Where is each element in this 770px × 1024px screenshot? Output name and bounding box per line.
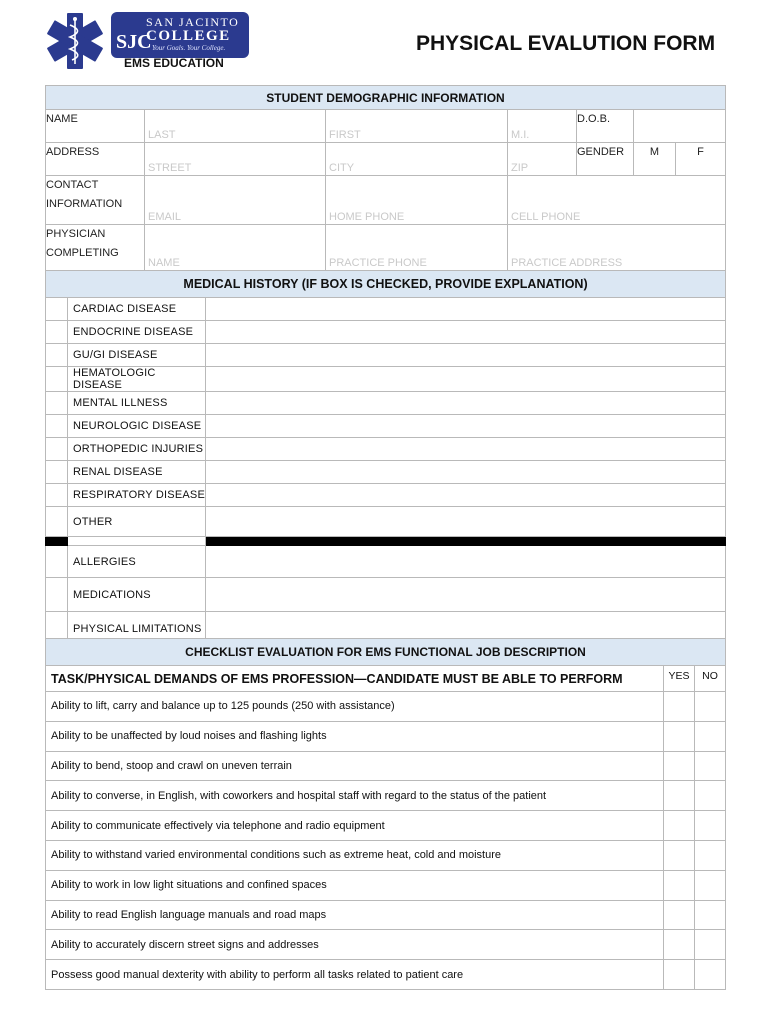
task-row bbox=[46, 721, 726, 751]
physician-label bbox=[46, 225, 145, 271]
physician-name-field[interactable]: NAME bbox=[145, 225, 326, 271]
condition-label: GU/GI DISEASE bbox=[68, 344, 206, 367]
condition-checkbox[interactable] bbox=[46, 484, 68, 507]
task-no-checkbox[interactable] bbox=[695, 751, 726, 781]
task-no-checkbox[interactable] bbox=[695, 900, 726, 930]
task-label: Possess good manual dexterity with ability to perform all tasks related to patient care bbox=[46, 960, 664, 990]
additional-info-field[interactable] bbox=[206, 578, 726, 612]
email-field[interactable]: EMAIL bbox=[145, 176, 326, 225]
task-yes-checkbox[interactable] bbox=[664, 721, 695, 751]
condition-row bbox=[46, 461, 726, 484]
contact-label-line2: INFORMATION bbox=[46, 198, 123, 210]
task-yes-checkbox[interactable] bbox=[664, 840, 695, 870]
condition-checkbox[interactable] bbox=[46, 438, 68, 461]
checklist-table bbox=[45, 638, 726, 990]
task-no-checkbox[interactable] bbox=[695, 930, 726, 960]
task-no-checkbox[interactable] bbox=[695, 870, 726, 900]
task-row bbox=[46, 751, 726, 781]
task-yes-checkbox[interactable] bbox=[664, 811, 695, 841]
condition-checkbox[interactable] bbox=[46, 298, 68, 321]
task-label: Ability to withstand varied environmental conditions such as extreme heat, cold and moisture bbox=[46, 840, 664, 870]
task-label: Ability to read English language manuals and road maps bbox=[46, 900, 664, 930]
condition-label: ORTHOPEDIC INJURIES bbox=[68, 438, 206, 461]
contact-label-line1: CONTACT bbox=[46, 179, 99, 191]
task-row bbox=[46, 811, 726, 841]
task-yes-checkbox[interactable] bbox=[664, 900, 695, 930]
condition-label: RESPIRATORY DISEASE bbox=[68, 484, 206, 507]
checklist-subheader: TASK/PHYSICAL DEMANDS OF EMS PROFESSION—CANDIDATE MUST BE ABLE TO PERFORM bbox=[46, 666, 664, 692]
condition-checkbox[interactable] bbox=[46, 507, 68, 537]
middle-initial-field[interactable]: M.I. bbox=[508, 110, 577, 143]
name-label: NAME bbox=[46, 110, 145, 143]
condition-label: RENAL DISEASE bbox=[68, 461, 206, 484]
star-of-life-icon bbox=[44, 11, 106, 71]
divider-cell bbox=[68, 537, 206, 546]
logo-initials: SJC bbox=[116, 31, 152, 53]
condition-row bbox=[46, 392, 726, 415]
condition-explanation-field[interactable] bbox=[206, 321, 726, 344]
task-row bbox=[46, 781, 726, 811]
task-yes-checkbox[interactable] bbox=[664, 751, 695, 781]
task-row bbox=[46, 692, 726, 722]
contact-label bbox=[46, 176, 145, 225]
address-label: ADDRESS bbox=[46, 143, 145, 176]
last-name-field[interactable]: LAST bbox=[145, 110, 326, 143]
divider-cell bbox=[46, 537, 68, 546]
task-label: Ability to bend, stoop and crawl on uneven terrain bbox=[46, 751, 664, 781]
condition-explanation-field[interactable] bbox=[206, 507, 726, 537]
gender-label: GENDER bbox=[577, 143, 634, 176]
physician-label-line2: COMPLETING bbox=[46, 247, 119, 259]
task-no-checkbox[interactable] bbox=[695, 840, 726, 870]
condition-explanation-field[interactable] bbox=[206, 438, 726, 461]
condition-label: OTHER bbox=[68, 507, 206, 537]
condition-explanation-field[interactable] bbox=[206, 392, 726, 415]
practice-phone-field[interactable]: PRACTICE PHONE bbox=[326, 225, 508, 271]
gender-male-option[interactable]: M bbox=[634, 143, 676, 176]
additional-info-label: MEDICATIONS bbox=[68, 578, 206, 612]
practice-address-field[interactable]: PRACTICE ADDRESS bbox=[508, 225, 726, 271]
condition-explanation-field[interactable] bbox=[206, 415, 726, 438]
condition-row bbox=[46, 507, 726, 537]
department-label: EMS EDUCATION bbox=[124, 56, 224, 70]
task-label: Ability to lift, carry and balance up to 125 pounds (250 with assistance) bbox=[46, 692, 664, 722]
task-label: Ability to converse, in English, with coworkers and hospital staff with regard to the status of the patient bbox=[46, 781, 664, 811]
home-phone-field[interactable]: HOME PHONE bbox=[326, 176, 508, 225]
condition-checkbox[interactable] bbox=[46, 415, 68, 438]
physician-label-line1: PHYSICIAN bbox=[46, 228, 106, 240]
demographics-section-title: STUDENT DEMOGRAPHIC INFORMATION bbox=[46, 86, 726, 110]
task-yes-checkbox[interactable] bbox=[664, 781, 695, 811]
task-no-checkbox[interactable] bbox=[695, 781, 726, 811]
street-field[interactable]: STREET bbox=[145, 143, 326, 176]
divider-cell bbox=[206, 537, 726, 546]
form-title: PHYSICAL EVALUTION FORM bbox=[416, 32, 716, 55]
task-yes-checkbox[interactable] bbox=[664, 960, 695, 990]
condition-explanation-field[interactable] bbox=[206, 461, 726, 484]
checklist-section-title: CHECKLIST EVALUATION FOR EMS FUNCTIONAL JOB DESCRIPTION bbox=[46, 639, 726, 666]
medical-history-table bbox=[45, 270, 726, 647]
condition-row bbox=[46, 298, 726, 321]
task-row bbox=[46, 900, 726, 930]
condition-checkbox[interactable] bbox=[46, 321, 68, 344]
condition-label: CARDIAC DISEASE bbox=[68, 298, 206, 321]
task-label: Ability to communicate effectively via telephone and radio equipment bbox=[46, 811, 664, 841]
task-no-checkbox[interactable] bbox=[695, 960, 726, 990]
task-yes-checkbox[interactable] bbox=[664, 870, 695, 900]
condition-label: NEUROLOGIC DISEASE bbox=[68, 415, 206, 438]
condition-checkbox[interactable] bbox=[46, 392, 68, 415]
medical-history-section-title: MEDICAL HISTORY (IF BOX IS CHECKED, PROVIDE EXPLANATION) bbox=[46, 271, 726, 298]
additional-info-row bbox=[46, 546, 726, 578]
no-column-header: NO bbox=[695, 666, 726, 692]
section-divider bbox=[46, 537, 726, 546]
yes-column-header: YES bbox=[664, 666, 695, 692]
additional-info-label: ALLERGIES bbox=[68, 546, 206, 578]
cell-phone-field[interactable]: CELL PHONE bbox=[508, 176, 726, 225]
condition-label: MENTAL ILLNESS bbox=[68, 392, 206, 415]
condition-explanation-field[interactable] bbox=[206, 298, 726, 321]
condition-row bbox=[46, 438, 726, 461]
condition-checkbox[interactable] bbox=[46, 461, 68, 484]
city-field[interactable]: CITY bbox=[326, 143, 508, 176]
condition-label: HEMATOLOGIC DISEASE bbox=[68, 367, 206, 392]
additional-info-row bbox=[46, 578, 726, 612]
additional-info-label: PHYSICAL LIMITATIONS bbox=[68, 612, 206, 647]
condition-explanation-field[interactable] bbox=[206, 484, 726, 507]
additional-info-field[interactable] bbox=[206, 546, 726, 578]
additional-info-spacer bbox=[46, 578, 68, 612]
condition-row bbox=[46, 367, 726, 392]
task-label: Ability to accurately discern street signs and addresses bbox=[46, 930, 664, 960]
condition-row bbox=[46, 415, 726, 438]
logo-name-line1: SAN JACINTO bbox=[146, 15, 240, 29]
task-row bbox=[46, 930, 726, 960]
task-label: Ability to work in low light situations and confined spaces bbox=[46, 870, 664, 900]
condition-row bbox=[46, 484, 726, 507]
task-row bbox=[46, 870, 726, 900]
task-no-checkbox[interactable] bbox=[695, 692, 726, 722]
task-row bbox=[46, 840, 726, 870]
first-name-field[interactable]: FIRST bbox=[326, 110, 508, 143]
task-no-checkbox[interactable] bbox=[695, 721, 726, 751]
logo-tagline: Your Goals. Your College. bbox=[152, 44, 226, 52]
condition-explanation-field[interactable] bbox=[206, 367, 726, 392]
task-no-checkbox[interactable] bbox=[695, 811, 726, 841]
dob-label: D.O.B. bbox=[577, 110, 634, 143]
condition-row bbox=[46, 344, 726, 367]
demographics-table bbox=[45, 85, 726, 271]
task-yes-checkbox[interactable] bbox=[664, 930, 695, 960]
task-yes-checkbox[interactable] bbox=[664, 692, 695, 722]
condition-checkbox[interactable] bbox=[46, 367, 68, 392]
condition-checkbox[interactable] bbox=[46, 344, 68, 367]
condition-label: ENDOCRINE DISEASE bbox=[68, 321, 206, 344]
zip-field[interactable]: ZIP bbox=[508, 143, 577, 176]
additional-info-spacer bbox=[46, 546, 68, 578]
dob-field[interactable] bbox=[634, 110, 726, 143]
condition-explanation-field[interactable] bbox=[206, 344, 726, 367]
task-label: Ability to be unaffected by loud noises and flashing lights bbox=[46, 721, 664, 751]
logo-name-line2: COLLEGE bbox=[146, 28, 231, 44]
task-row bbox=[46, 960, 726, 990]
condition-row bbox=[46, 321, 726, 344]
gender-female-option[interactable]: F bbox=[676, 143, 726, 176]
